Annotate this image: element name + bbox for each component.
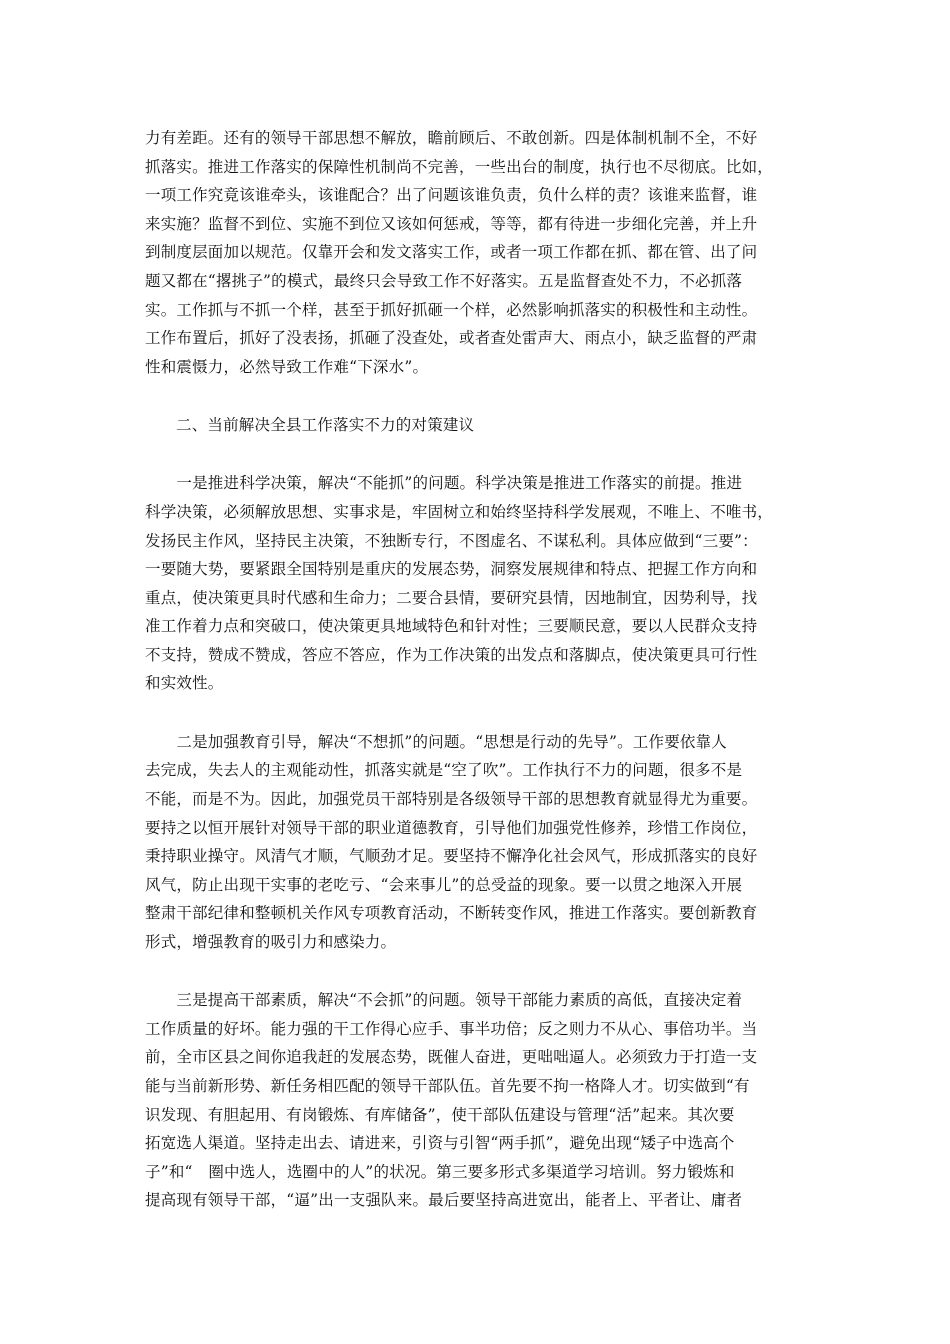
paragraph-education-guidance: [145, 728, 809, 957]
paragraph-institutional-supervision: [145, 124, 809, 381]
text-line: 子”和“ 圈中选人，选圈中的人”的状况。第三要多形式多渠道学习培训。努力锻炼和: [145, 1162, 735, 1181]
document-page: [145, 124, 809, 1215]
text-line: 不能，而是不为。因此，加强党员干部特别是各级领导干部的思想教育就显得尤为重要。: [145, 789, 758, 808]
text-line: 三是提高干部素质，解决“不会抓”的问题。领导干部能力素质的高低，直接决定着: [145, 991, 743, 1010]
text-line: 到制度层面加以规范。仅靠开会和发文落实工作，或者一项工作都在抓、都在管、出了问: [145, 243, 758, 262]
text-line: 抓落实。推进工作落实的保障性机制尚不完善，一些出台的制度，执行也不尽彻底。比如，: [145, 157, 774, 176]
text-line: 重点，使决策更具时代感和生命力；二要合县情，要研究县情，因地制宜，因势利导，找: [145, 588, 758, 607]
text-line: 工作布置后，抓好了没表扬，抓砸了没查处，或者查处雷声大、雨点小，缺乏监督的严肃: [145, 329, 758, 348]
heading-text: 二、当前解决全县工作落实不力的对策建议: [176, 416, 475, 435]
text-line: 来实施？监督不到位、实施不到位又该如何惩戒，等等，都有待进一步细化完善，并上升: [145, 214, 758, 233]
text-line: 能与当前新形势、新任务相匹配的领导干部队伍。首先要不拘一格降人才。切实做到“有: [145, 1076, 750, 1095]
text-line: 去完成，失去人的主观能动性，抓落实就是“空了吹”。工作执行不力的问题，很多不是: [145, 761, 743, 780]
text-line: 一要随大势，要紧跟全国特别是重庆的发展态势，洞察发展规律和特点、把握工作方向和: [145, 560, 758, 579]
text-line: 拓宽选人渠道。坚持走出去、请进来，引资与引智“两手抓”，避免出现“矮子中选高个: [145, 1134, 735, 1153]
text-line: 形式，增强教育的吸引力和感染力。: [145, 932, 397, 951]
section-heading: [145, 411, 809, 440]
text-line: 要持之以恒开展针对领导干部的职业道德教育，引导他们加强党性修养，珍惜工作岗位，: [145, 818, 758, 837]
paragraph-gap: [145, 957, 809, 987]
paragraph-scientific-decision: [145, 469, 809, 698]
text-line: 发扬民主作风，坚持民主决策，不独断专行，不图虚名、不谋私利。具体应做到“三要”：: [145, 531, 758, 550]
paragraph-cadre-quality: [145, 986, 809, 1215]
text-line: 提高现有领导干部，“逼”出一支强队来。最后要坚持高进宽出，能者上、平者让、庸者: [145, 1191, 743, 1210]
paragraph-gap: [145, 381, 809, 411]
text-line: 秉持职业操守。风清气才顺，气顺劲才足。要坚持不懈净化社会风气，形成抓落实的良好: [145, 847, 758, 866]
text-line: 性和震慑力，必然导致工作难“下深水”。: [145, 357, 429, 376]
text-line: 一项工作究竟该谁牵头，该谁配合？出了问题该谁负责，负什么样的责？该谁来监督，谁: [145, 186, 758, 205]
text-line: 实。工作抓与不抓一个样，甚至于抓好抓砸一个样，必然影响抓落实的积极性和主动性。: [145, 300, 758, 319]
text-line: 题又都在“撂挑子”的模式，最终只会导致工作不好落实。五是监督查处不力，不必抓落: [145, 271, 743, 290]
text-line: 一是推进科学决策，解决“不能抓”的问题。科学决策是推进工作落实的前提。推进: [145, 474, 743, 493]
paragraph-gap: [145, 698, 809, 728]
text-line: 整肃干部纪律和整顿机关作风专项教育活动，不断转变作风，推进工作落实。要创新教育: [145, 904, 758, 923]
text-line: 力有差距。还有的领导干部思想不解放，瞻前顾后、不敢创新。四是体制机制不全，不好: [145, 129, 758, 147]
text-line: 识发现、有胆起用、有岗锻炼、有库储备”，使干部队伍建设与管理“活”起来。其次要: [145, 1105, 735, 1124]
text-line: 不支持，赞成不赞成，答应不答应，作为工作决策的出发点和落脚点，使决策更具可行性: [145, 645, 758, 664]
text-line: 科学决策，必须解放思想、实事求是，牢固树立和始终坚持科学发展观，不唯上、不唯书，: [145, 502, 774, 521]
text-line: 二是加强教育引导，解决“不想抓”的问题。“思想是行动的先导”。工作要依靠人: [145, 732, 727, 751]
text-line: 和实效性。: [145, 674, 224, 693]
text-line: 风气，防止出现干实事的老吃亏、“会来事儿”的总受益的现象。要一以贯之地深入开展: [145, 875, 743, 894]
text-line: 前，全市区县之间你追我赶的发展态势，既催人奋进，更咄咄逼人。必须致力于打造一支: [145, 1048, 758, 1067]
text-line: 准工作着力点和突破口，使决策更具地域特色和针对性；三要顺民意，要以人民群众支持: [145, 617, 758, 636]
paragraph-gap: [145, 440, 809, 470]
text-line: 工作质量的好坏。能力强的干工作得心应手、事半功倍；反之则力不从心、事倍功半。当: [145, 1019, 758, 1038]
